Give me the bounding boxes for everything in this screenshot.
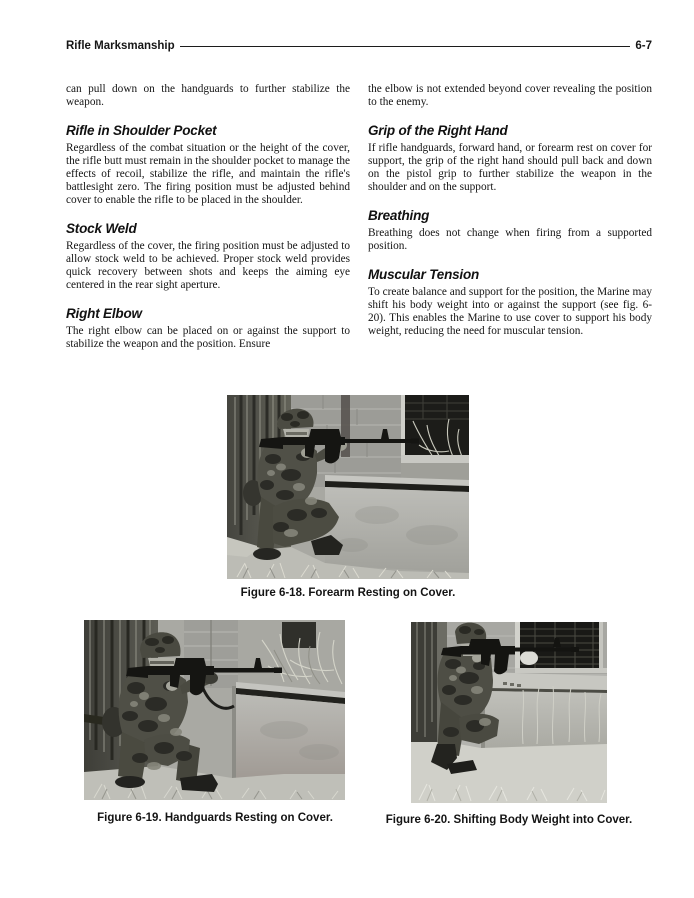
concrete-cover <box>481 672 607 750</box>
photo-illustration-handguards-on-cover <box>84 620 345 800</box>
concrete-cover <box>325 475 469 573</box>
figure-6-18-caption: Figure 6-18. Forearm Resting on Cover. <box>240 587 456 599</box>
photo-illustration-forearm-on-cover <box>227 395 469 579</box>
section-heading-breathing: Breathing <box>368 208 430 223</box>
section-heading-rifle-in-shoulder-pocket: Rifle in Shoulder Pocket <box>66 123 217 138</box>
figure-6-18-photo <box>227 395 469 579</box>
doorway-opening <box>401 395 469 465</box>
section-heading-stock-weld: Stock Weld <box>66 221 137 236</box>
photo-illustration-body-weight-into-cover <box>411 622 607 803</box>
concrete-cover <box>232 682 345 780</box>
section-heading-grip-of-right-hand: Grip of the Right Hand <box>368 123 508 138</box>
section-body: To create balance and support for the position, the Marine may shift his body weight into or against the support (see fig. 6-20). This enables the Marine to use cover to support his body weight, reducing the need for muscular tension. <box>368 286 652 337</box>
text-columns <box>66 83 652 351</box>
continuation-paragraph: the elbow is not extended beyond cover revealing the position to the enemy. <box>368 83 652 108</box>
ledge <box>401 455 469 463</box>
right-column <box>368 83 652 351</box>
figure-6-20-caption: Figure 6-20. Shifting Body Weight into Cover. <box>385 814 633 826</box>
figure-6-19-caption: Figure 6-19. Handguards Resting on Cover. <box>97 812 333 824</box>
section-body: Regardless of the cover, the firing position must be adjusted to allow stock weld to be achieved. Proper stock weld provides quick recovery between shots and keeps the aiming eye centered in the rear sight aperture. <box>66 240 350 291</box>
figure-6-19-photo <box>84 620 345 800</box>
left-column <box>66 83 350 351</box>
section-body: Breathing does not change when firing from a supported position. <box>368 227 652 252</box>
page-number: 6-7 <box>635 40 652 52</box>
header-rule <box>180 46 631 47</box>
page-header <box>66 38 652 54</box>
section-body: If rifle handguards, forward hand, or forearm rest on cover for support, the grip of the right hand should pull back and down on the pistol grip to further stabilize the weapon in the shoulder and on the support. <box>368 142 652 193</box>
section-body: Regardless of the combat situation or the height of the cover, the rifle butt must remain in the shoulder pocket to manage the effects of recoil, stabilize the rifle, and maintain the rifle's battlesight zero. The firing position must be adjusted behind cover to enable the rifle to be placed in the shoulder. <box>66 142 350 206</box>
section-heading-right-elbow: Right Elbow <box>66 306 142 321</box>
section-body: The right elbow can be placed on or against the support to stabilize the weapon and the position. Ensure <box>66 325 350 350</box>
header-title: Rifle Marksmanship <box>66 40 175 52</box>
section-heading-muscular-tension: Muscular Tension <box>368 267 480 282</box>
figure-6-20-photo <box>411 622 607 803</box>
continuation-paragraph: can pull down on the handguards to further stabilize the weapon. <box>66 83 350 108</box>
